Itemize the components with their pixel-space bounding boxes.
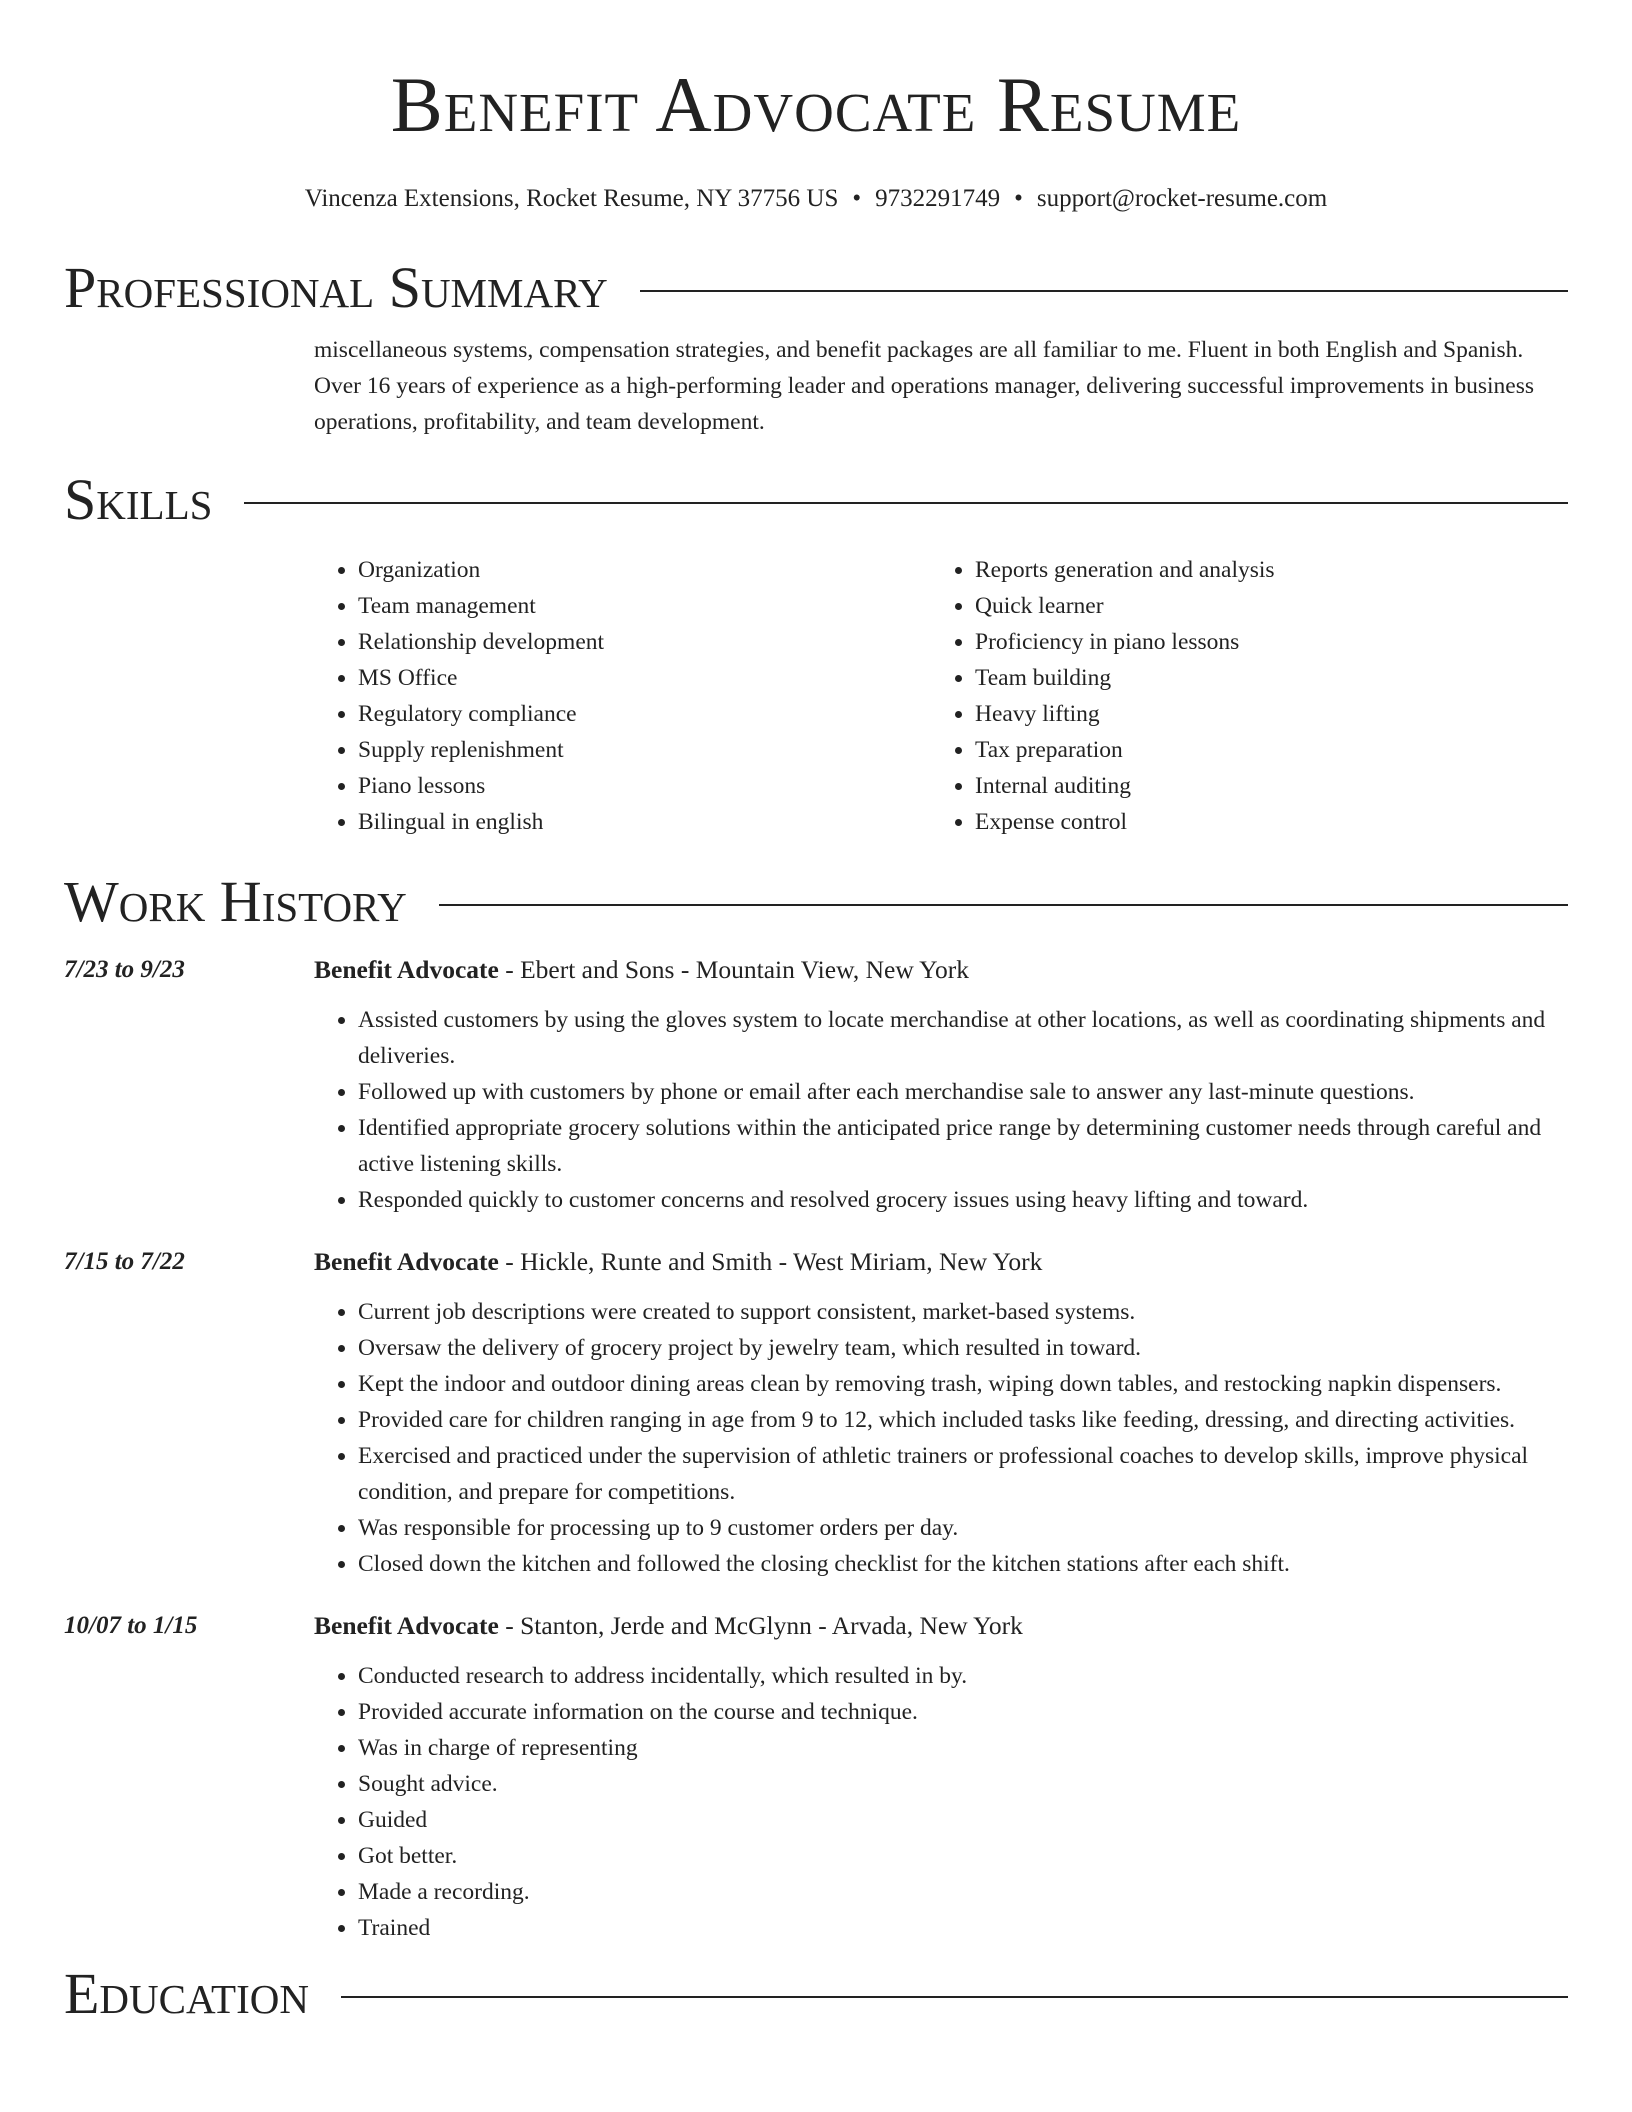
section-divider bbox=[640, 290, 1568, 292]
job-bullet: • Provided accurate information on the course and technique. bbox=[358, 1694, 1568, 1730]
job-entry bbox=[64, 1608, 1568, 1946]
job-body bbox=[314, 1608, 1568, 1946]
contact-separator: • bbox=[1014, 185, 1023, 212]
job-dates: 7/23 to 9/23 bbox=[64, 956, 185, 983]
job-details: - Ebert and Sons - Mountain View, New York bbox=[498, 955, 970, 984]
skill-item: • Heavy lifting bbox=[975, 696, 1548, 732]
skill-item: • Quick learner bbox=[975, 588, 1548, 624]
job-dates: 10/07 to 1/15 bbox=[64, 1612, 198, 1639]
job-bullet: • Guided bbox=[358, 1802, 1568, 1838]
job-details: - Hickle, Runte and Smith - West Miriam, New York bbox=[498, 1247, 1043, 1276]
job-bullet: • Closed down the kitchen and followed the closing checklist for the kitchen stations after each shift. bbox=[358, 1546, 1568, 1582]
job-bullet: • Trained bbox=[358, 1910, 1568, 1946]
job-bullet: • Kept the indoor and outdoor dining areas clean by removing trash, wiping down tables, and restocking napkin dispensers. bbox=[358, 1366, 1568, 1402]
job-bullet: • Was responsible for processing up to 9 customer orders per day. bbox=[358, 1510, 1568, 1546]
job-bullet: • Sought advice. bbox=[358, 1766, 1568, 1802]
job-bullet: • Provided care for children ranging in age from 9 to 12, which included tasks like feeding, dressing, and directing activities. bbox=[358, 1402, 1568, 1438]
job-title-line bbox=[314, 1244, 1568, 1280]
job-bullet: • Followed up with customers by phone or email after each merchandise sale to answer any last-minute questions. bbox=[358, 1074, 1568, 1110]
job-dates: 7/15 to 7/22 bbox=[64, 1248, 185, 1275]
job-entry bbox=[64, 952, 1568, 1218]
education-heading: Education bbox=[64, 1961, 309, 2026]
work-history-list bbox=[64, 952, 1568, 1946]
skill-item: • Regulatory compliance bbox=[358, 696, 931, 732]
skill-item: • Internal auditing bbox=[975, 768, 1548, 804]
skills-section-header bbox=[64, 468, 1568, 532]
skills-grid bbox=[314, 552, 1568, 840]
education-section-header bbox=[64, 1962, 1568, 2026]
job-bullet: • Exercised and practiced under the supervision of athletic trainers or professional coaches to develop skills, improve physical condition, and prepare for competitions. bbox=[358, 1438, 1568, 1510]
skill-item: • Proficiency in piano lessons bbox=[975, 624, 1548, 660]
job-role: Benefit Advocate bbox=[314, 955, 499, 984]
skill-item: • Reports generation and analysis bbox=[975, 552, 1548, 588]
skill-item: • Tax preparation bbox=[975, 732, 1548, 768]
job-bullet: • Responded quickly to customer concerns and resolved grocery issues using heavy lifting and toward. bbox=[358, 1182, 1568, 1218]
contact-address: Vincenza Extensions, Rocket Resume, NY 37756 US bbox=[304, 185, 839, 212]
job-role: Benefit Advocate bbox=[314, 1247, 499, 1276]
job-body bbox=[314, 952, 1568, 1218]
skills-heading: Skills bbox=[64, 467, 213, 532]
skills-list-left bbox=[314, 552, 931, 840]
skill-item: • Relationship development bbox=[358, 624, 931, 660]
contact-separator: • bbox=[852, 185, 862, 212]
work-section-header bbox=[64, 870, 1568, 934]
skill-item: • Bilingual in english bbox=[358, 804, 931, 840]
job-bullets bbox=[314, 1294, 1568, 1582]
job-role: Benefit Advocate bbox=[314, 1611, 499, 1640]
job-bullets bbox=[314, 1658, 1568, 1946]
summary-section-header bbox=[64, 256, 1568, 320]
job-bullet: • Was in charge of representing bbox=[358, 1730, 1568, 1766]
skill-item: • Expense control bbox=[975, 804, 1548, 840]
job-bullet: • Oversaw the delivery of grocery project by jewelry team, which resulted in toward. bbox=[358, 1330, 1568, 1366]
job-body bbox=[314, 1244, 1568, 1582]
job-title-line bbox=[314, 1608, 1568, 1644]
contact-line bbox=[64, 182, 1568, 216]
skill-item: • Supply replenishment bbox=[358, 732, 931, 768]
job-bullets bbox=[314, 1002, 1568, 1218]
skill-item: • Organization bbox=[358, 552, 931, 588]
job-bullet: • Identified appropriate grocery solutions within the anticipated price range by determining customer needs through careful and active listening skills. bbox=[358, 1110, 1568, 1182]
job-entry bbox=[64, 1244, 1568, 1582]
skill-item: • Team management bbox=[358, 588, 931, 624]
job-bullet: • Made a recording. bbox=[358, 1874, 1568, 1910]
skills-list-right bbox=[931, 552, 1548, 840]
job-bullet: • Current job descriptions were created to support consistent, market-based systems. bbox=[358, 1294, 1568, 1330]
skill-item: • Piano lessons bbox=[358, 768, 931, 804]
job-details: - Stanton, Jerde and McGlynn - Arvada, New York bbox=[498, 1611, 1023, 1640]
job-bullet: • Got better. bbox=[358, 1838, 1568, 1874]
resume-title: Benefit Advocate Resume bbox=[390, 61, 1242, 148]
summary-heading: Professional Summary bbox=[64, 255, 608, 320]
section-divider bbox=[341, 1996, 1568, 1998]
skill-item: • MS Office bbox=[358, 660, 931, 696]
job-title-line bbox=[314, 952, 1568, 988]
skill-item: • Team building bbox=[975, 660, 1548, 696]
job-bullet: • Conducted research to address incidentally, which resulted in by. bbox=[358, 1658, 1568, 1694]
summary-text: miscellaneous systems, compensation strategies, and benefit packages are all familiar to me. Fluent in both English and Spanish. Over 16 years of experience as a high-performing leader and operations manager, delivering successful improvements in business operations, profitability, and team development. bbox=[314, 337, 1534, 435]
contact-email: support@rocket-resume.com bbox=[1036, 185, 1328, 212]
resume-page bbox=[64, 0, 1568, 2026]
contact-phone: 9732291749 bbox=[875, 185, 1001, 212]
section-divider bbox=[439, 904, 1568, 906]
section-divider bbox=[244, 502, 1568, 504]
work-heading: Work History bbox=[64, 869, 407, 934]
job-bullet: • Assisted customers by using the gloves system to locate merchandise at other locations, as well as coordinating shipments and deliveries. bbox=[358, 1002, 1568, 1074]
